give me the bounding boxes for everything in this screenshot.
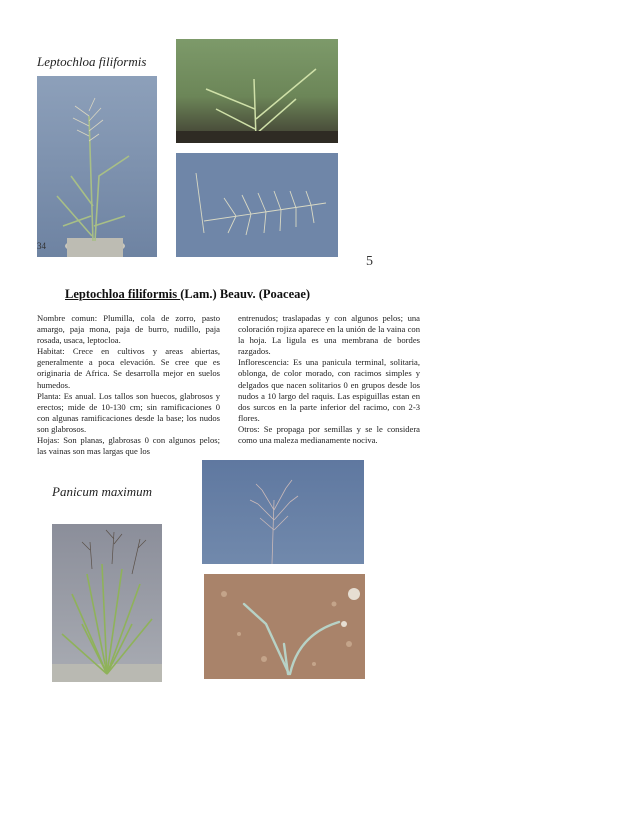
- description-column-right: [238, 313, 420, 446]
- photo-leptochloa-potted: [37, 76, 157, 257]
- photo-panicum-seedling: [204, 574, 365, 679]
- species-label-leptochloa: Leptochloa filiformis: [37, 54, 147, 69]
- paragraph-common-name: Nombre comun: Plumilla, cola de zorro, pasto amargo, paja mona, paja de burro, nudillo, paja rosada, usaca, leptocloa.: [37, 313, 220, 346]
- photo-panicum-plant: [52, 524, 162, 682]
- section-marker: 5: [366, 254, 373, 269]
- photo-panicum-inflorescence: [202, 460, 364, 564]
- page-number: 34: [37, 241, 46, 251]
- paragraph-habitat: Habitat: Crece en cultivos y areas abiertas, generalmente a poca elevación. Se cree que es originaria de Africa. Se desarrolla mejor en suelos humedos.: [37, 346, 220, 390]
- paragraph-plant: Planta: Es anual. Los tallos son huecos, glabrosos y erectos; mide de 10-130 cm; sin ramificaciones 0 con algunas ramificaciones desde la base; los nudos son glabrosos.: [37, 390, 220, 434]
- species-heading-name: Leptochloa filiformis: [65, 287, 181, 301]
- photo-leptochloa-seedling: [176, 39, 338, 143]
- species-heading: [65, 287, 310, 302]
- species-heading-authority: (Lam.) Beauv. (Poaceae): [180, 287, 311, 301]
- paragraph-inflorescence: Inflorescencia: Es una panicula terminal, solitaria, oblonga, de color morado, con racimos simples y delgados que nacen solitarios 0 en grupos desde los nudos a 10 largo del raquis. Las espiguillas estan en dos surcos en la parte inferior del racimo, con 2-3 flores.: [238, 357, 420, 423]
- photo-leptochloa-inflorescence: [176, 153, 338, 257]
- paragraph-leaves: Hojas: Son planas, glabrosas 0 con algunos pelos; las vainas son mas largas que los: [37, 435, 220, 457]
- paragraph-leaves-cont: entrenudos; traslapadas y con algunos pelos; una coloración rojiza aparece en la unión de la vaina con la hoja. La ligula es una membrana de bordes razgados.: [238, 313, 420, 357]
- description-column-left: [37, 313, 220, 457]
- species-label-panicum: Panicum maximum: [52, 484, 153, 499]
- paragraph-other: Otros: Se propaga por semillas y se le considera como una maleza medianamente nociva.: [238, 423, 420, 446]
